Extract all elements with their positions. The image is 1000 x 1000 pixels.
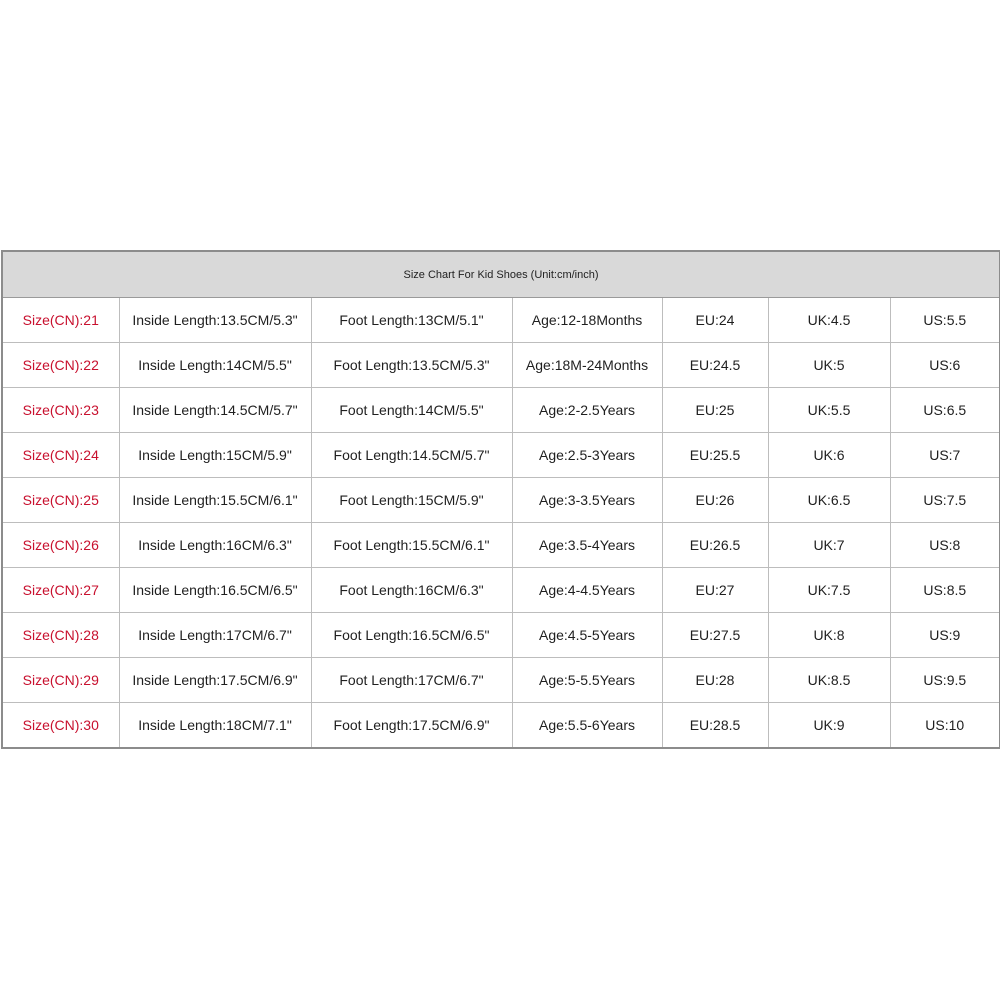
inside-length-cell: Inside Length:17.5CM/6.9" <box>119 658 311 703</box>
size-cn-cell: Size(CN):26 <box>2 523 119 568</box>
uk-size-cell: UK:6.5 <box>768 478 890 523</box>
size-row <box>2 298 1000 343</box>
foot-length-cell: Foot Length:14CM/5.5" <box>311 388 512 433</box>
eu-size-cell: EU:25 <box>662 388 768 433</box>
foot-length-cell: Foot Length:17.5CM/6.9" <box>311 703 512 749</box>
eu-size-cell: EU:26 <box>662 478 768 523</box>
age-cell: Age:18M-24Months <box>512 343 662 388</box>
inside-length-cell: Inside Length:16CM/6.3" <box>119 523 311 568</box>
foot-length-cell: Foot Length:13CM/5.1" <box>311 298 512 343</box>
us-size-cell: US:8.5 <box>890 568 1000 613</box>
size-row <box>2 613 1000 658</box>
us-size-cell: US:7 <box>890 433 1000 478</box>
size-row <box>2 658 1000 703</box>
eu-size-cell: EU:27.5 <box>662 613 768 658</box>
uk-size-cell: UK:7 <box>768 523 890 568</box>
foot-length-cell: Foot Length:15.5CM/6.1" <box>311 523 512 568</box>
uk-size-cell: UK:8.5 <box>768 658 890 703</box>
size-cn-cell: Size(CN):22 <box>2 343 119 388</box>
inside-length-cell: Inside Length:16.5CM/6.5" <box>119 568 311 613</box>
size-cn-cell: Size(CN):21 <box>2 298 119 343</box>
size-cn-cell: Size(CN):29 <box>2 658 119 703</box>
eu-size-cell: EU:27 <box>662 568 768 613</box>
eu-size-cell: EU:24 <box>662 298 768 343</box>
inside-length-cell: Inside Length:13.5CM/5.3" <box>119 298 311 343</box>
inside-length-cell: Inside Length:15.5CM/6.1" <box>119 478 311 523</box>
uk-size-cell: UK:9 <box>768 703 890 749</box>
size-cn-cell: Size(CN):24 <box>2 433 119 478</box>
age-cell: Age:5-5.5Years <box>512 658 662 703</box>
us-size-cell: US:10 <box>890 703 1000 749</box>
size-row <box>2 433 1000 478</box>
us-size-cell: US:9 <box>890 613 1000 658</box>
eu-size-cell: EU:24.5 <box>662 343 768 388</box>
foot-length-cell: Foot Length:17CM/6.7" <box>311 658 512 703</box>
size-chart-body <box>2 251 1000 748</box>
size-cn-cell: Size(CN):23 <box>2 388 119 433</box>
age-cell: Age:3-3.5Years <box>512 478 662 523</box>
uk-size-cell: UK:6 <box>768 433 890 478</box>
age-cell: Age:2.5-3Years <box>512 433 662 478</box>
us-size-cell: US:6 <box>890 343 1000 388</box>
age-cell: Age:5.5-6Years <box>512 703 662 749</box>
size-row <box>2 343 1000 388</box>
size-cn-cell: Size(CN):30 <box>2 703 119 749</box>
foot-length-cell: Foot Length:16CM/6.3" <box>311 568 512 613</box>
eu-size-cell: EU:28 <box>662 658 768 703</box>
size-row <box>2 523 1000 568</box>
size-row <box>2 478 1000 523</box>
chart-title: Size Chart For Kid Shoes (Unit:cm/inch) <box>2 251 1000 298</box>
age-cell: Age:2-2.5Years <box>512 388 662 433</box>
inside-length-cell: Inside Length:14CM/5.5" <box>119 343 311 388</box>
uk-size-cell: UK:8 <box>768 613 890 658</box>
age-cell: Age:4.5-5Years <box>512 613 662 658</box>
age-cell: Age:4-4.5Years <box>512 568 662 613</box>
size-cn-cell: Size(CN):28 <box>2 613 119 658</box>
size-row <box>2 703 1000 749</box>
eu-size-cell: EU:26.5 <box>662 523 768 568</box>
size-chart-table <box>1 250 1000 749</box>
foot-length-cell: Foot Length:14.5CM/5.7" <box>311 433 512 478</box>
foot-length-cell: Foot Length:15CM/5.9" <box>311 478 512 523</box>
age-cell: Age:12-18Months <box>512 298 662 343</box>
inside-length-cell: Inside Length:17CM/6.7" <box>119 613 311 658</box>
us-size-cell: US:9.5 <box>890 658 1000 703</box>
size-cn-cell: Size(CN):25 <box>2 478 119 523</box>
uk-size-cell: UK:5 <box>768 343 890 388</box>
us-size-cell: US:6.5 <box>890 388 1000 433</box>
inside-length-cell: Inside Length:18CM/7.1" <box>119 703 311 749</box>
eu-size-cell: EU:25.5 <box>662 433 768 478</box>
inside-length-cell: Inside Length:14.5CM/5.7" <box>119 388 311 433</box>
size-row <box>2 388 1000 433</box>
inside-length-cell: Inside Length:15CM/5.9" <box>119 433 311 478</box>
size-row <box>2 568 1000 613</box>
uk-size-cell: UK:4.5 <box>768 298 890 343</box>
uk-size-cell: UK:7.5 <box>768 568 890 613</box>
foot-length-cell: Foot Length:16.5CM/6.5" <box>311 613 512 658</box>
size-cn-cell: Size(CN):27 <box>2 568 119 613</box>
us-size-cell: US:5.5 <box>890 298 1000 343</box>
eu-size-cell: EU:28.5 <box>662 703 768 749</box>
chart-title-row <box>2 251 1000 298</box>
age-cell: Age:3.5-4Years <box>512 523 662 568</box>
us-size-cell: US:8 <box>890 523 1000 568</box>
foot-length-cell: Foot Length:13.5CM/5.3" <box>311 343 512 388</box>
uk-size-cell: UK:5.5 <box>768 388 890 433</box>
us-size-cell: US:7.5 <box>890 478 1000 523</box>
